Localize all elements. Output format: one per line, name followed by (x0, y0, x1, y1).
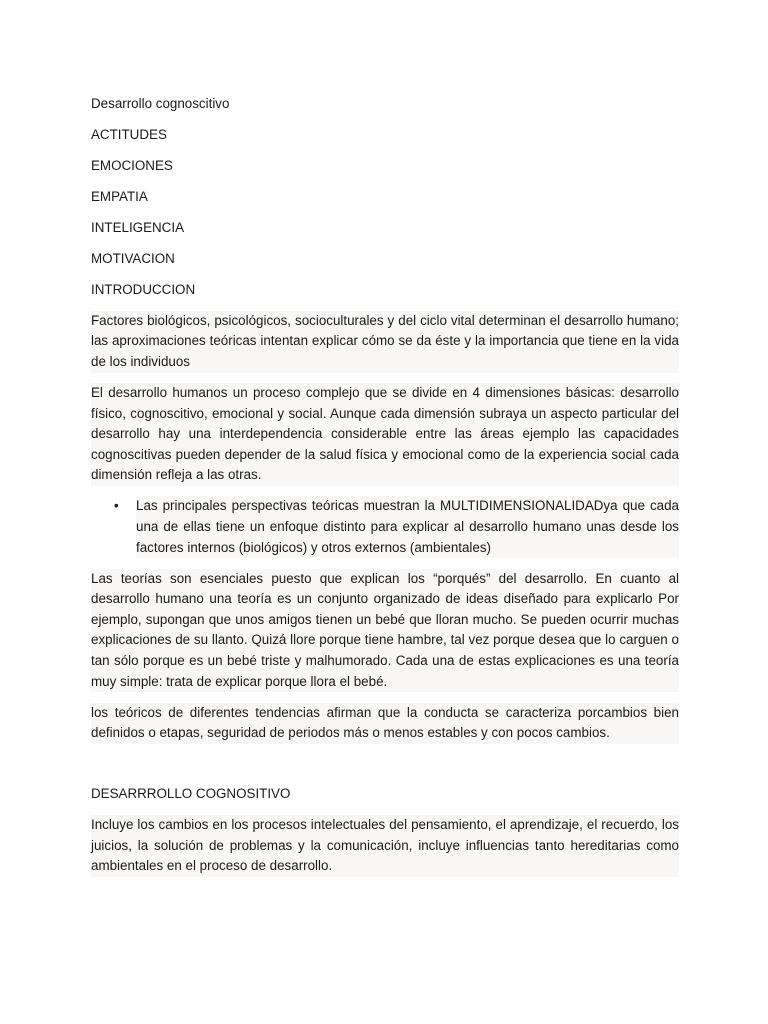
dimensions-paragraph: El desarrollo humanos un proceso complejo que se divide en 4 dimensiones básicas: desarrollo físico, cognoscitivo, emocional y social. Aunque cada dimensión subraya un aspecto particular del desarrollo hay una interdependencia considerable entre las áreas ejemplo las capacidades cognoscitivas pueden depender de la salud física y emocional como de la experiencia social cada dimensión refleja a las otras. (91, 383, 679, 486)
bullet-list (91, 496, 679, 558)
topic-motivacion: MOTIVACION (91, 250, 175, 266)
topic-inteligencia: INTELIGENCIA (91, 219, 185, 235)
topic-actitudes: ACTITUDES (91, 126, 167, 142)
bullet-icon: • (114, 498, 119, 514)
document-body (91, 94, 679, 887)
topic-empatia: EMPATIA (91, 188, 148, 204)
theories-paragraph: Las teorías son esenciales puesto que explican los “porqués” del desarrollo. En cuanto al desarrollo humano una teoría es un conjunto organizado de ideas diseñado para explicarlo Por ejemplo, supongan que unos amigos tienen un bebé que lloran mucho. Se pueden ocurrir muchas explicaciones de su llanto. Quizá llore porque tiene hambre, tal vez porque desea que lo carguen o tan sólo porque es un bebé triste y malhumorado. Cada una de estas explicaciones es una teoría muy simple: trata de explicar porque llora el bebé. (91, 569, 679, 693)
topic-introduccion: INTRODUCCION (91, 281, 196, 297)
section-paragraph: Incluye los cambios en los procesos intelectuales del pensamiento, el aprendizaje, el recuerdo, los juicios, la solución de problemas y la comunicación, incluye influencias tanto hereditarias como ambientales en el proceso de desarrollo. (91, 815, 679, 877)
document-title: Desarrollo cognoscitivo (91, 96, 230, 111)
section-gap (91, 754, 679, 784)
section-heading: DESARRROLLO COGNOSITIVO (91, 786, 291, 802)
stages-paragraph: los teóricos de diferentes tendencias afirman que la conducta se caracteriza porcambios bien definidos o etapas, seguridad de periodos más o menos estables y con pocos cambios. (91, 703, 679, 744)
list-item (91, 496, 679, 558)
intro-paragraph: Factores biológicos, psicológicos, socioculturales y del ciclo vital determinan el desarrollo humano; las aproximaciones teóricas intentan explicar cómo se da éste y la importancia que tiene en la vida de los individuos (91, 311, 679, 373)
topic-emociones: EMOCIONES (91, 157, 173, 173)
bullet-text: Las principales perspectivas teóricas muestran la MULTIDIMENSIONALIDADya que cada una de ellas tiene un enfoque distinto para explicar al desarrollo humano unas desde los factores internos (biológicos) y otros externos (ambientales) (136, 496, 679, 558)
